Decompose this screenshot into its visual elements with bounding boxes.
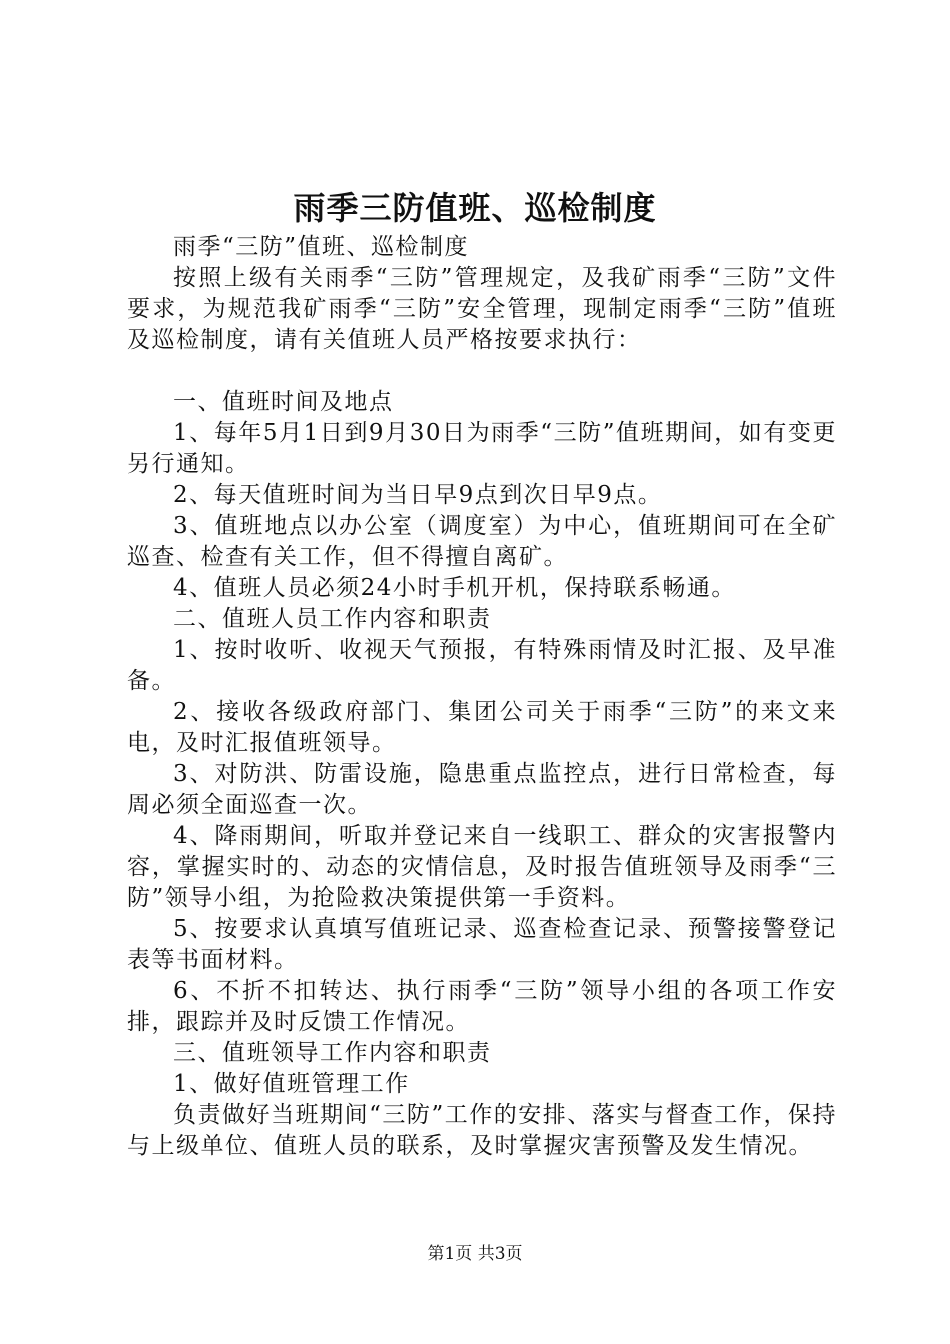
paragraph-item: 3、对防洪、防雷设施，隐患重点监控点，进行日常检查，每周必须全面巡查一次。 xyxy=(127,761,837,818)
paragraph-intro: 按照上级有关雨季“三防”管理规定，及我矿雨季“三防”文件要求，为规范我矿雨季“三防”安全管理，现制定雨季“三防”值班及巡检制度，请有关值班人员严格按要求执行： xyxy=(127,265,837,353)
section-heading-2: 二、值班人员工作内容和职责 xyxy=(173,606,492,632)
paragraph-item: 1、按时收听、收视天气预报，有特殊雨情及时汇报、及早准备。 xyxy=(127,637,837,694)
paragraph-item: 5、按要求认真填写值班记录、巡查检查记录、预警接警登记表等书面材料。 xyxy=(127,916,837,973)
paragraph-subtitle: 雨季“三防”值班、巡检制度 xyxy=(173,234,470,260)
paragraph-item: 2、每天值班时间为当日早9点到次日早9点。 xyxy=(173,482,663,508)
paragraph-item: 1、每年5月1日到9月30日为雨季“三防”值班期间，如有变更另行通知。 xyxy=(127,420,837,477)
section-heading-1: 一、值班时间及地点 xyxy=(173,389,394,415)
paragraph-item: 负责做好当班期间“三防”工作的安排、落实与督查工作，保持与上级单位、值班人员的联系，及时掌握灾害预警及发生情况。 xyxy=(127,1102,837,1159)
document-body xyxy=(127,232,837,1162)
paragraph-item: 1、做好值班管理工作 xyxy=(173,1071,410,1097)
section-heading-3: 三、值班领导工作内容和职责 xyxy=(173,1040,492,1066)
paragraph-item: 4、降雨期间，听取并登记来自一线职工、群众的灾害报警内容，掌握实时的、动态的灾情信息，及时报告值班领导及雨季“三防”领导小组，为抢险救决策提供第一手资料。 xyxy=(127,823,837,911)
document-title: 雨季三防值班、巡检制度 xyxy=(293,189,657,227)
paragraph-item: 3、值班地点以办公室（调度室）为中心，值班期间可在全矿巡查、检查有关工作，但不得擅自离矿。 xyxy=(127,513,837,570)
paragraph-item: 2、接收各级政府部门、集团公司关于雨季“三防”的来文来电，及时汇报值班领导。 xyxy=(127,699,837,756)
paragraph-item: 6、不折不扣转达、执行雨季“三防”领导小组的各项工作安排，跟踪并及时反馈工作情况。 xyxy=(127,978,837,1035)
paragraph-item: 4、值班人员必须24小时手机开机，保持联系畅通。 xyxy=(173,575,736,601)
page-number: 第1页 共3页 xyxy=(427,1244,523,1264)
